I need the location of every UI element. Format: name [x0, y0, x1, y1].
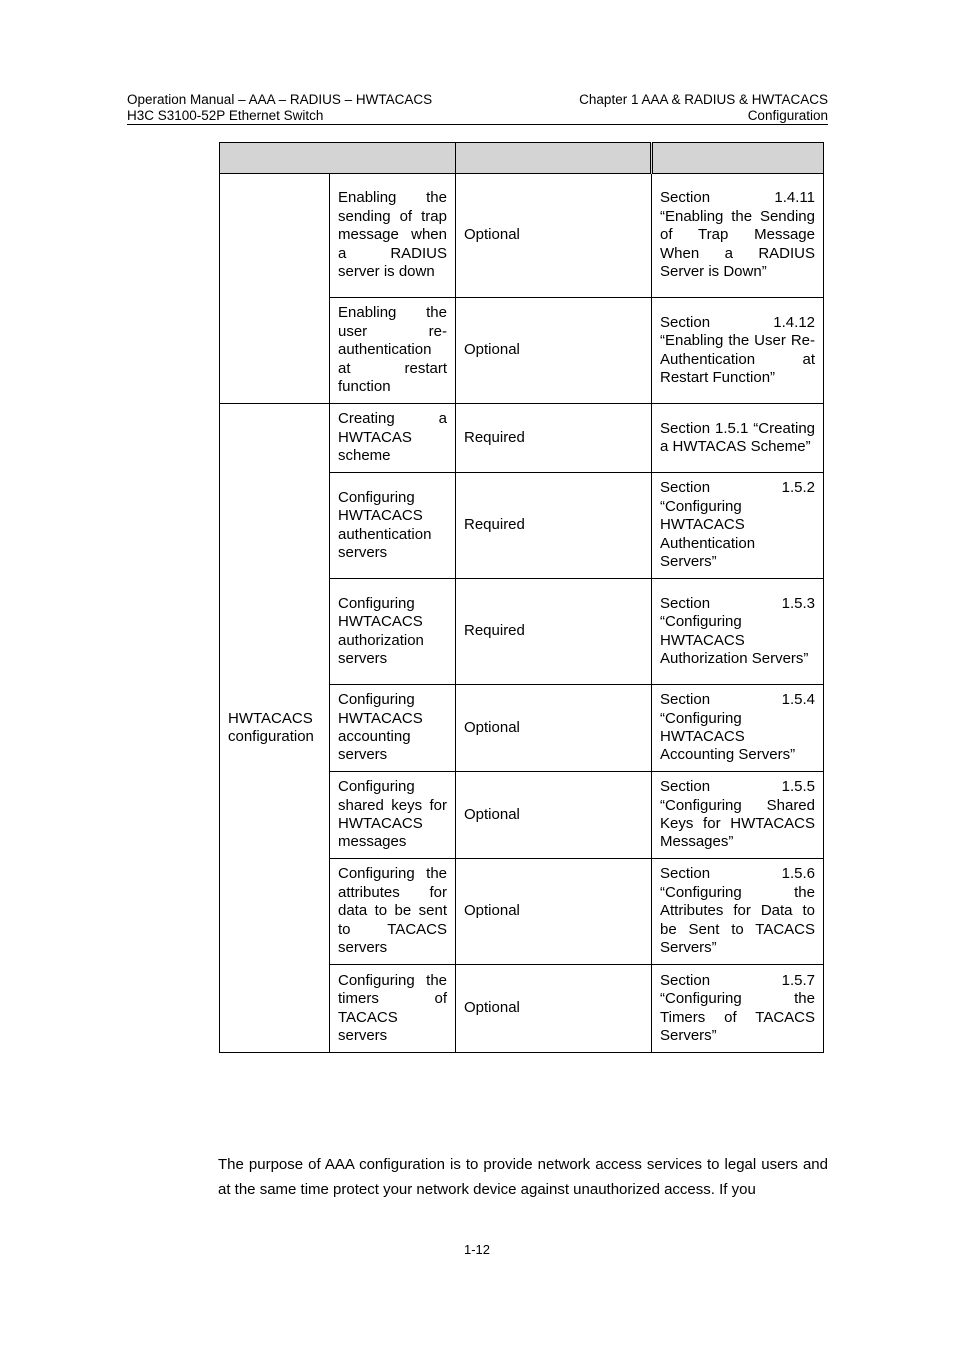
- task-cell: Configuring HWTACACS authorization servers: [330, 579, 456, 685]
- reference-cell: Section 1.5.6 “Configuring the Attributes for Data to be Sent to TACACS Servers”: [652, 859, 824, 965]
- section-title: Configuration: [747, 108, 828, 123]
- table-header-row: [220, 143, 824, 174]
- requirement-cell: Optional: [456, 965, 652, 1053]
- reference-cell: Section 1.5.3 “Configuring HWTACACS Authorization Servers”: [652, 579, 824, 685]
- requirement-cell: Optional: [456, 859, 652, 965]
- chapter-title: Chapter 1 AAA & RADIUS & HWTACACS: [579, 92, 828, 107]
- configuration-table: [219, 142, 824, 1053]
- requirement-cell: Optional: [456, 174, 652, 298]
- table-header-cell: [652, 143, 824, 174]
- requirement-cell: Required: [456, 579, 652, 685]
- requirement-cell: Optional: [456, 685, 652, 772]
- requirement-cell: Optional: [456, 772, 652, 859]
- task-cell: Enabling the user re-authentication at restart function: [330, 298, 456, 404]
- body-paragraph: The purpose of AAA configuration is to provide network access services to legal users and at the same time protect your network device against unauthorized access. If you: [218, 1156, 828, 1198]
- reference-cell: Section 1.5.2 “Configuring HWTACACS Authentication Servers”: [652, 473, 824, 579]
- task-cell: Configuring HWTACACS accounting servers: [330, 685, 456, 772]
- reference-cell: Section 1.4.11 “Enabling the Sending of Trap Message When a RADIUS Server is Down”: [652, 174, 824, 298]
- task-cell: Creating a HWTACAS scheme: [330, 404, 456, 473]
- task-cell: Configuring HWTACACS authentication servers: [330, 473, 456, 579]
- table-header-cell: [220, 143, 456, 174]
- table-row: [220, 174, 824, 298]
- table-row: [220, 404, 824, 473]
- reference-cell: Section 1.5.1 “Creating a HWTACAS Scheme”: [652, 404, 824, 473]
- task-cell: Configuring the timers of TACACS servers: [330, 965, 456, 1053]
- task-cell: Configuring shared keys for HWTACACS messages: [330, 772, 456, 859]
- requirement-cell: Required: [456, 473, 652, 579]
- task-cell: Enabling the sending of trap message when a RADIUS server is down: [330, 174, 456, 298]
- requirement-cell: Optional: [456, 298, 652, 404]
- group-cell-empty: [220, 174, 330, 404]
- reference-cell: Section 1.5.5 “Configuring Shared Keys for HWTACACS Messages”: [652, 772, 824, 859]
- reference-cell: Section 1.5.4 “Configuring HWTACACS Accounting Servers”: [652, 685, 824, 772]
- manual-title: Operation Manual – AAA – RADIUS – HWTACACS: [127, 92, 433, 107]
- reference-cell: Section 1.4.12 “Enabling the User Re-Authentication at Restart Function”: [652, 298, 824, 404]
- page-number: 1-12: [463, 1242, 491, 1257]
- header-right: [579, 92, 828, 124]
- group-cell-hwtacacs: HWTACACS configuration: [220, 404, 330, 1053]
- table-header-cell: [456, 143, 652, 174]
- header-left: [127, 92, 432, 124]
- header-divider: [127, 124, 828, 125]
- requirement-cell: Required: [456, 404, 652, 473]
- reference-cell: Section 1.5.7 “Configuring the Timers of TACACS Servers”: [652, 965, 824, 1053]
- task-cell: Configuring the attributes for data to be sent to TACACS servers: [330, 859, 456, 965]
- product-name: H3C S3100-52P Ethernet Switch: [127, 108, 324, 123]
